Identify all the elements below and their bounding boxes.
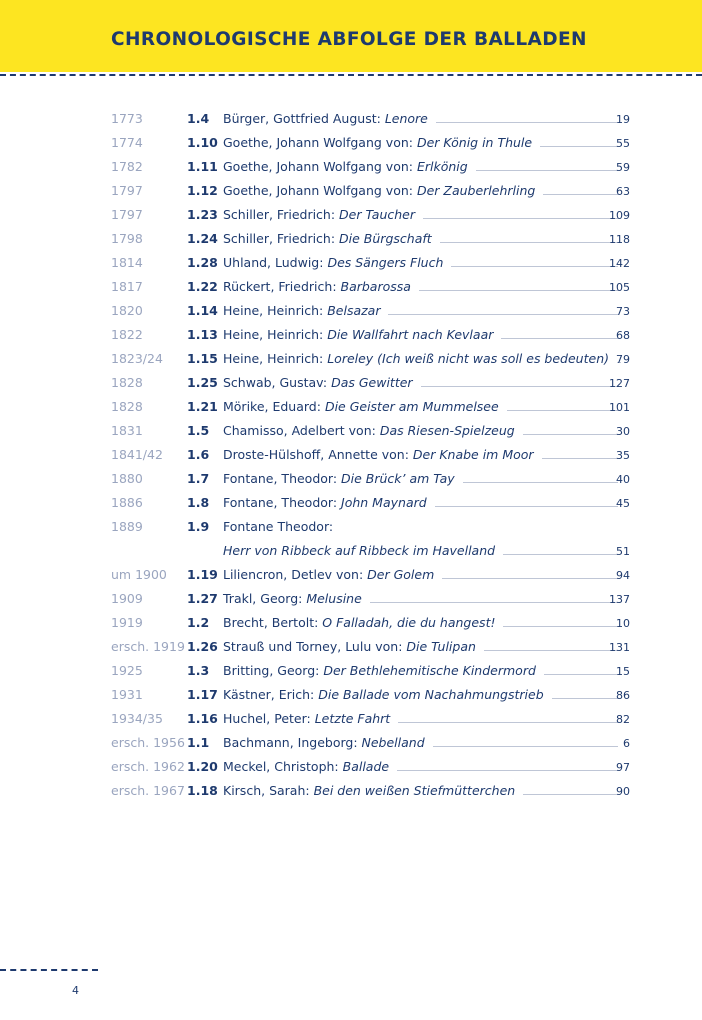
list-item[interactable] — [0, 492, 702, 516]
entry-work: Herr von Ribbeck auf Ribbeck im Havelland — [223, 543, 496, 558]
leader-line — [398, 721, 618, 723]
list-item[interactable] — [0, 348, 702, 372]
leader-line — [435, 505, 618, 507]
entry-page: 55 — [616, 137, 630, 150]
entry-work: Die Brück’ am Tay — [341, 471, 455, 486]
entry-year: 1909 — [111, 591, 143, 606]
leader-line — [523, 793, 618, 795]
entry-author: Britting, Georg: — [223, 663, 324, 678]
entry-year: 1931 — [111, 687, 143, 702]
entry-author: Goethe, Johann Wolfgang von: — [223, 183, 417, 198]
entry-year: 1797 — [111, 183, 143, 198]
entry-title — [223, 447, 622, 462]
entry-work: Die Geister am Mummelsee — [324, 399, 499, 414]
entry-title — [223, 159, 622, 174]
leader-line — [503, 553, 618, 555]
entry-title — [223, 111, 622, 126]
entry-author: Goethe, Johann Wolfgang von: — [223, 135, 417, 150]
list-item[interactable] — [0, 324, 702, 348]
entry-title — [223, 399, 622, 414]
list-item[interactable] — [0, 540, 702, 564]
entry-page: 6 — [623, 737, 630, 750]
entry-number: 1.2 — [187, 615, 210, 630]
entry-author: Meckel, Christoph: — [223, 759, 343, 774]
entry-page: 137 — [609, 593, 630, 606]
entry-page: 82 — [616, 713, 630, 726]
list-item[interactable] — [0, 156, 702, 180]
entry-title — [223, 471, 622, 486]
entry-number: 1.5 — [187, 423, 210, 438]
entry-page: 86 — [616, 689, 630, 702]
header-band — [0, 0, 702, 72]
entry-title — [223, 279, 622, 294]
entry-page: 30 — [616, 425, 630, 438]
entry-author: Goethe, Johann Wolfgang von: — [223, 159, 417, 174]
entry-work: Der Knabe im Moor — [412, 447, 534, 462]
entry-year: 1828 — [111, 375, 143, 390]
leader-line — [440, 241, 618, 243]
entry-page: 51 — [616, 545, 630, 558]
entry-year: 1831 — [111, 423, 143, 438]
list-item[interactable] — [0, 684, 702, 708]
leader-line — [419, 289, 618, 291]
entry-number: 1.11 — [187, 159, 218, 174]
leader-line — [388, 313, 618, 315]
leader-line — [501, 337, 618, 339]
entry-number: 1.16 — [187, 711, 218, 726]
list-item[interactable] — [0, 372, 702, 396]
entry-page: 109 — [609, 209, 630, 222]
header-dashed-rule — [0, 74, 702, 76]
entry-author: Mörike, Eduard: — [223, 399, 325, 414]
entry-work: John Maynard — [341, 495, 427, 510]
entry-year: 1828 — [111, 399, 143, 414]
entry-number: 1.7 — [187, 471, 210, 486]
entry-number: 1.26 — [187, 639, 218, 654]
entry-work: O Falladah, die du hangest! — [322, 615, 496, 630]
entry-page: 15 — [616, 665, 630, 678]
entry-title — [223, 183, 622, 198]
entry-page: 118 — [609, 233, 630, 246]
entry-work: Der Bethlehemitische Kindermord — [323, 663, 536, 678]
entry-title — [223, 519, 622, 534]
entry-year: 1880 — [111, 471, 143, 486]
entry-work: Barbarossa — [340, 279, 411, 294]
entry-year: 1823/24 — [111, 351, 163, 366]
entry-year: 1814 — [111, 255, 143, 270]
entry-author: Schiller, Friedrich: — [223, 207, 340, 222]
list-item[interactable] — [0, 276, 702, 300]
entry-number: 1.21 — [187, 399, 218, 414]
list-item[interactable] — [0, 132, 702, 156]
entry-work: Das Gewitter — [331, 375, 413, 390]
entry-number: 1.4 — [187, 111, 210, 126]
entry-author: Heine, Heinrich: — [223, 327, 328, 342]
entry-title — [223, 423, 622, 438]
leader-line — [370, 601, 618, 603]
entry-author: Fontane Theodor: — [223, 519, 334, 534]
page-number: 4 — [72, 984, 79, 997]
ballad-list — [0, 108, 702, 804]
entry-page: 68 — [616, 329, 630, 342]
entry-number: 1.14 — [187, 303, 218, 318]
entry-page: 19 — [616, 113, 630, 126]
entry-year: 1798 — [111, 231, 143, 246]
leader-line — [476, 169, 618, 171]
entry-page: 101 — [609, 401, 630, 414]
list-item[interactable] — [0, 708, 702, 732]
entry-number: 1.15 — [187, 351, 218, 366]
entry-work: Belsazar — [327, 303, 381, 318]
entry-author: Brecht, Bertolt: — [223, 615, 323, 630]
entry-work: Nebelland — [361, 735, 425, 750]
leader-line — [463, 481, 618, 483]
entry-title — [223, 711, 622, 726]
entry-year: 1934/35 — [111, 711, 163, 726]
entry-author: Fontane, Theodor: — [223, 471, 342, 486]
entry-title — [223, 231, 622, 246]
entry-author: Kästner, Erich: — [223, 687, 319, 702]
entry-work: Die Bürgschaft — [339, 231, 432, 246]
entry-author: Schwab, Gustav: — [223, 375, 332, 390]
entry-page: 35 — [616, 449, 630, 462]
entry-number: 1.9 — [187, 519, 210, 534]
entry-year: 1820 — [111, 303, 143, 318]
entry-year: ersch. 1919 — [111, 639, 185, 654]
entry-author: Kirsch, Sarah: — [223, 783, 314, 798]
entry-page: 59 — [616, 161, 630, 174]
leader-line — [507, 409, 618, 411]
entry-work: Loreley (Ich weiß nicht was soll es bedeuten) — [327, 351, 609, 366]
list-item[interactable] — [0, 588, 702, 612]
entry-work: Der König in Thule — [416, 135, 533, 150]
entry-work: Des Sängers Fluch — [327, 255, 444, 270]
list-item[interactable] — [0, 612, 702, 636]
entry-number: 1.10 — [187, 135, 218, 150]
list-item[interactable] — [0, 780, 702, 804]
footer-dashed-rule — [0, 969, 98, 971]
list-item[interactable] — [0, 420, 702, 444]
entry-work: Die Tulipan — [406, 639, 476, 654]
entry-title — [223, 495, 622, 510]
entry-title — [223, 735, 622, 750]
entry-author: Strauß und Torney, Lulu von: — [223, 639, 407, 654]
entry-year: 1782 — [111, 159, 143, 174]
leader-line — [433, 745, 618, 747]
leader-line — [484, 649, 618, 651]
entry-title — [223, 663, 622, 678]
entry-year: um 1900 — [111, 567, 167, 582]
entry-number: 1.24 — [187, 231, 218, 246]
entry-year: ersch. 1956 — [111, 735, 185, 750]
entry-number: 1.6 — [187, 447, 210, 462]
entry-number: 1.12 — [187, 183, 218, 198]
entry-work: Der Zauberlehrling — [416, 183, 536, 198]
entry-page: 10 — [616, 617, 630, 630]
entry-year: 1841/42 — [111, 447, 163, 462]
entry-year: 1886 — [111, 495, 143, 510]
entry-number: 1.22 — [187, 279, 218, 294]
entry-work: Das Riesen-Spielzeug — [379, 423, 515, 438]
entry-year: ersch. 1967 — [111, 783, 185, 798]
entry-page: 131 — [609, 641, 630, 654]
entry-author: Bürger, Gottfried August: — [223, 111, 385, 126]
entry-author: Chamisso, Adelbert von: — [223, 423, 380, 438]
list-item[interactable] — [0, 252, 702, 276]
entry-page: 94 — [616, 569, 630, 582]
entry-work: Bei den weißen Stiefmütterchen — [313, 783, 516, 798]
list-item[interactable] — [0, 108, 702, 132]
list-item[interactable] — [0, 396, 702, 420]
entry-title — [223, 255, 622, 270]
leader-line — [503, 625, 618, 627]
list-item[interactable] — [0, 564, 702, 588]
entry-page: 97 — [616, 761, 630, 774]
entry-page: 105 — [609, 281, 630, 294]
entry-number: 1.3 — [187, 663, 210, 678]
leader-line — [523, 433, 618, 435]
entry-page: 40 — [616, 473, 630, 486]
entry-year: 1919 — [111, 615, 143, 630]
entry-title — [223, 759, 622, 774]
entry-title — [223, 687, 622, 702]
leader-line — [436, 121, 618, 123]
list-item[interactable] — [0, 660, 702, 684]
entry-work: Ballade — [342, 759, 390, 774]
leader-line — [421, 385, 618, 387]
entry-title — [223, 543, 622, 558]
entry-work: Die Wallfahrt nach Kevlaar — [327, 327, 494, 342]
entry-number: 1.20 — [187, 759, 218, 774]
entry-title — [223, 351, 622, 366]
entry-author: Liliencron, Detlev von: — [223, 567, 368, 582]
entry-title — [223, 591, 622, 606]
leader-line — [451, 265, 618, 267]
entry-year: 1797 — [111, 207, 143, 222]
entry-number: 1.8 — [187, 495, 210, 510]
entry-title — [223, 615, 622, 630]
list-item[interactable] — [0, 180, 702, 204]
entry-number: 1.23 — [187, 207, 218, 222]
entry-author: Uhland, Ludwig: — [223, 255, 328, 270]
leader-line — [442, 577, 618, 579]
entry-title — [223, 303, 622, 318]
entry-page: 90 — [616, 785, 630, 798]
entry-title — [223, 135, 622, 150]
entry-work: Der Golem — [367, 567, 435, 582]
entry-page: 142 — [609, 257, 630, 270]
entry-number: 1.28 — [187, 255, 218, 270]
entry-title — [223, 567, 622, 582]
entry-author: Fontane, Theodor: — [223, 495, 342, 510]
entry-work: Melusine — [306, 591, 362, 606]
entry-author: Huchel, Peter: — [223, 711, 315, 726]
list-item[interactable] — [0, 756, 702, 780]
list-item[interactable] — [0, 636, 702, 660]
entry-year: 1925 — [111, 663, 143, 678]
entry-work: Der Taucher — [339, 207, 416, 222]
list-item[interactable] — [0, 444, 702, 468]
entry-year: 1774 — [111, 135, 143, 150]
entry-work: Letzte Fahrt — [314, 711, 391, 726]
entry-author: Heine, Heinrich: — [223, 351, 328, 366]
entry-number: 1.27 — [187, 591, 218, 606]
entry-author: Heine, Heinrich: — [223, 303, 328, 318]
entry-number: 1.13 — [187, 327, 218, 342]
entry-title — [223, 375, 622, 390]
entry-work: Lenore — [384, 111, 428, 126]
entry-title — [223, 207, 622, 222]
entry-author: Schiller, Friedrich: — [223, 231, 340, 246]
leader-line — [544, 673, 618, 675]
entry-work: Die Ballade vom Nachahmungstrieb — [318, 687, 544, 702]
entry-year: 1817 — [111, 279, 143, 294]
leader-line — [540, 145, 618, 147]
list-item[interactable] — [0, 468, 702, 492]
list-item[interactable] — [0, 300, 702, 324]
entry-page: 79 — [616, 353, 630, 366]
entry-title — [223, 639, 622, 654]
entry-author: Trakl, Georg: — [223, 591, 307, 606]
entry-page: 63 — [616, 185, 630, 198]
leader-line — [543, 193, 618, 195]
list-item[interactable] — [0, 516, 702, 540]
entry-page: 73 — [616, 305, 630, 318]
entry-number: 1.19 — [187, 567, 218, 582]
entry-title — [223, 783, 622, 798]
list-item[interactable] — [0, 204, 702, 228]
entry-page: 127 — [609, 377, 630, 390]
entry-year: 1889 — [111, 519, 143, 534]
entry-work: Erlkönig — [416, 159, 468, 174]
leader-line — [423, 217, 618, 219]
entry-author: Rückert, Friedrich: — [223, 279, 341, 294]
entry-author: Bachmann, Ingeborg: — [223, 735, 362, 750]
entry-year: 1773 — [111, 111, 143, 126]
list-item[interactable] — [0, 228, 702, 252]
entry-number: 1.17 — [187, 687, 218, 702]
entry-author: Droste-Hülshoff, Annette von: — [223, 447, 413, 462]
entry-number: 1.18 — [187, 783, 218, 798]
leader-line — [542, 457, 618, 459]
entry-page: 45 — [616, 497, 630, 510]
entry-year: 1822 — [111, 327, 143, 342]
leader-line — [552, 697, 618, 699]
entry-title — [223, 327, 622, 342]
leader-line — [397, 769, 618, 771]
entry-year: ersch. 1962 — [111, 759, 185, 774]
entry-number: 1.1 — [187, 735, 210, 750]
list-item[interactable] — [0, 732, 702, 756]
page-title: CHRONOLOGISCHE ABFOLGE DER BALLADEN — [111, 29, 587, 50]
entry-number: 1.25 — [187, 375, 218, 390]
